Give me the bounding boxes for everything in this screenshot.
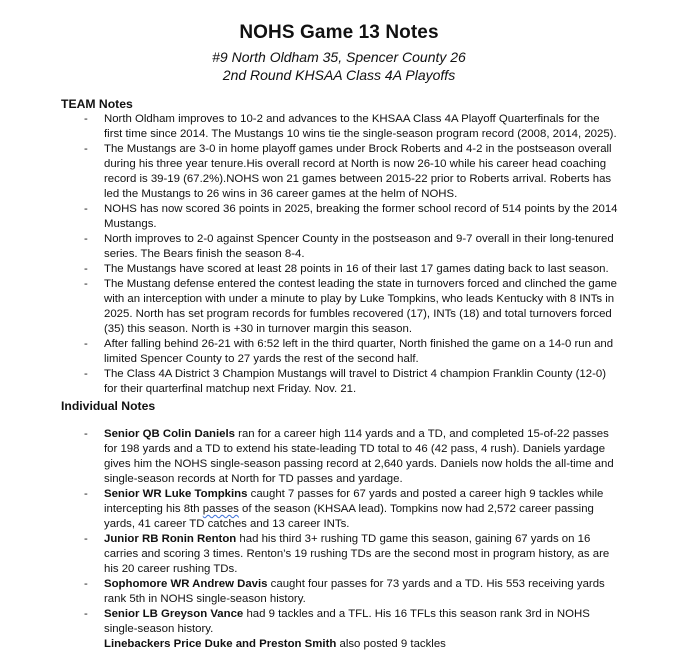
- individual-notes-list: [0, 427, 620, 652]
- team-note-text: After falling behind 26-21 with 6:52 left in the third quarter, North finished the game on a 14-0 run and limited Spencer County to 27 yards the rest of the second half.: [104, 338, 614, 365]
- list-dash: -: [84, 233, 88, 245]
- list-dash: -: [84, 608, 88, 620]
- list-dash: -: [84, 278, 88, 290]
- team-note-text: The Mustangs have scored at least 28 points in 16 of their last 17 games dating back to last season.: [104, 263, 609, 275]
- team-note: [0, 337, 620, 367]
- list-dash: -: [84, 533, 88, 545]
- team-note-text: The Mustang defense entered the contest leading the state in turnovers forced and clinched the game with an interception with under a minute to play by Luke Tompkins, who leads Kentucky with 8 INTs in 2025. North has set program records for fumbles recovered (17), INTs (18) and total turnovers forced (35) this season. North is +30 in turnover margin this season.: [104, 278, 617, 335]
- team-note-text: North Oldham improves to 10-2 and advances to the KHSAA Class 4A Playoff Quarterfinals for the first time since 2014. The Mustangs 10 wins tie the single-season program record (2008, 2014, 2025).: [104, 113, 617, 140]
- player-name: Sophomore WR Andrew Davis: [104, 578, 268, 590]
- player-name: Junior RB Ronin Renton: [104, 533, 237, 545]
- player-note-text: ran for a career high 114 yards and a TD, and completed 15-of-22 passes for 198 yards and a TD to extend his state-leading TD total to 46 (42 pass, 4 rush). Daniels yardage gives him the NOHS single-season passing record at 2,640 yards. Daniels now holds the all-time and single-season records at North for TD passes and yardage.: [104, 428, 614, 485]
- player-name: Senior QB Colin Daniels: [104, 428, 236, 440]
- game-score-subtitle: #9 North Oldham 35, Spencer County 26: [212, 49, 466, 65]
- team-note-text: NOHS has now scored 36 points in 2025, breaking the former school record of 514 points by the 2014 Mustangs.: [104, 203, 618, 230]
- page-title: NOHS Game 13 Notes: [239, 22, 439, 43]
- list-dash: -: [84, 338, 88, 350]
- team-note: [0, 367, 620, 397]
- list-dash: -: [84, 368, 88, 380]
- team-notes-list: [0, 112, 620, 397]
- player-note-text: caught four passes for 73 yards and a TD. His 553 receiving yards rank 5th in NOHS single-season history.: [104, 578, 605, 605]
- spellcheck-flagged-word: passes: [202, 503, 239, 515]
- team-note-text: The Mustangs are 3-0 in home playoff games under Brock Roberts and 4-2 in the postseason overall during his three year tenure.His overall record at North is now 26-10 while his career head coaching record is 39-19 (67.2%).NOHS won 21 games between 2015-22 prior to Roberts arrival. Roberts has led the Mustangs to 26 wins in 36 career games at the helm of NOHS.: [104, 143, 612, 200]
- list-dash: -: [84, 578, 88, 590]
- team-note: [0, 202, 620, 232]
- team-note: [0, 277, 620, 337]
- team-note-text: The Class 4A District 3 Champion Mustangs will travel to District 4 champion Franklin County (12-0) for their quarterfinal matchup next Friday. Nov. 21.: [104, 368, 607, 395]
- team-notes-heading: TEAM Notes: [61, 97, 133, 111]
- individual-note: [0, 487, 620, 532]
- team-note: [0, 262, 620, 277]
- player-note-text: also posted 9 tackles: [336, 638, 446, 650]
- list-dash: -: [84, 263, 88, 275]
- player-name: Linebackers Price Duke and Preston Smith: [104, 638, 337, 650]
- player-note-text: had his third 3+ rushing TD game this season, gaining 67 yards on 16 carries and scoring 3 times. Renton’s 19 rushing TDs are the second most in program history, as are his 20 career rushing TDs.: [104, 533, 610, 575]
- individual-note: [0, 427, 620, 487]
- team-note-text: North improves to 2-0 against Spencer County in the postseason and 9-7 overall in their long-tenured series. The Bears finish the season 8-4.: [104, 233, 614, 260]
- individual-note: [0, 532, 620, 577]
- individual-note: [0, 607, 620, 637]
- list-dash: -: [84, 203, 88, 215]
- list-dash: -: [84, 113, 88, 125]
- list-dash: -: [84, 488, 88, 500]
- team-note: [0, 112, 620, 142]
- player-name: Senior WR Luke Tompkins: [104, 488, 248, 500]
- player-name: Senior LB Greyson Vance: [104, 608, 244, 620]
- team-note: [0, 232, 620, 262]
- list-dash: -: [84, 143, 88, 155]
- list-dash: -: [84, 428, 88, 440]
- individual-note: [0, 637, 620, 652]
- individual-notes-heading: Individual Notes: [61, 399, 156, 413]
- individual-note: [0, 577, 620, 607]
- player-note-text: caught 7 passes for 67 yards and posted a career high 9 tackles while intercepting his 8th: [104, 488, 604, 515]
- player-note-text: had 9 tackles and a TFL. His 16 TFLs this season rank 3rd in NOHS single-season history.: [104, 608, 590, 635]
- playoff-round-subtitle: 2nd Round KHSAA Class 4A Playoffs: [222, 67, 456, 83]
- team-note: [0, 142, 620, 202]
- player-note-text-continued: of the season (KHSAA lead). Tompkins now had 2,572 career passing yards, 41 career TD catches and 13 career INTs.: [104, 503, 594, 530]
